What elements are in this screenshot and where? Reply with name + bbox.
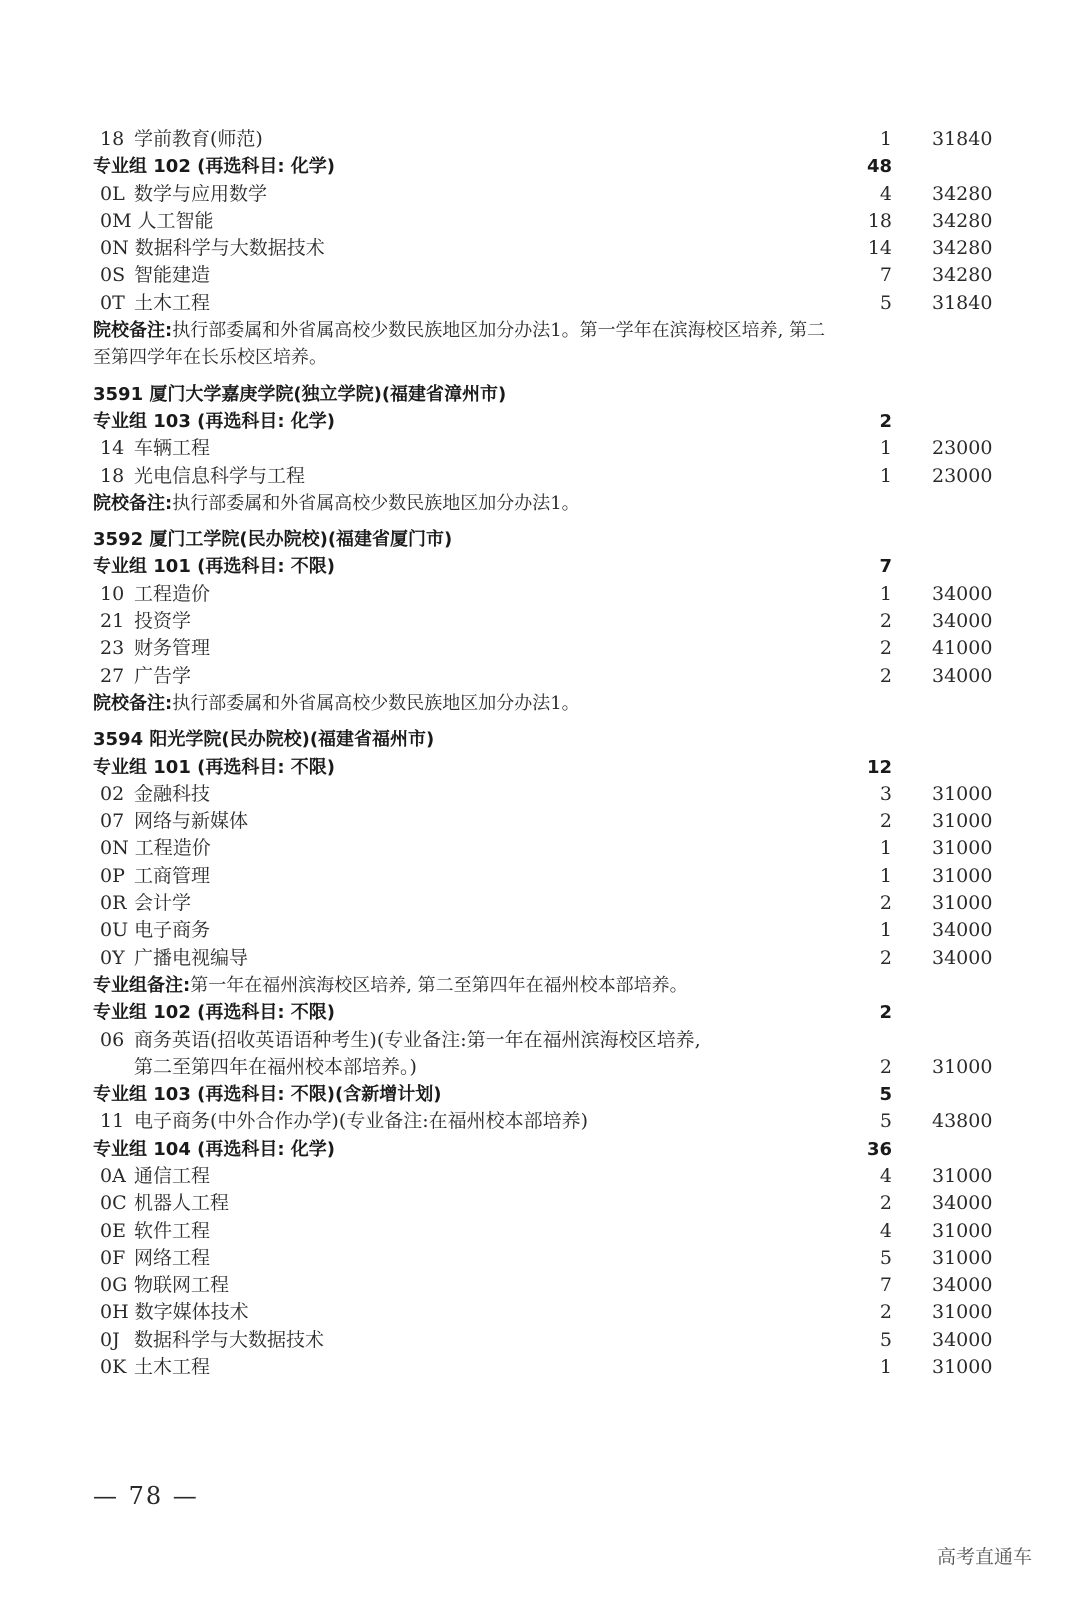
major-name: 广告学 (134, 664, 192, 687)
major-row (0, 581, 1080, 608)
major-row (0, 1354, 1080, 1381)
group-label: 专业组 102 (再选科目: 不限) (93, 1002, 336, 1024)
tuition-fee: 31000 (932, 892, 993, 915)
plan-count: 2 (879, 1055, 892, 1078)
major-row (0, 781, 1080, 808)
major-label (100, 1299, 249, 1326)
major-group-header (0, 754, 1080, 781)
major-label (100, 126, 263, 153)
major-name: 数据科学与大数据技术 (134, 237, 325, 260)
major-row (0, 863, 1080, 890)
major-code: 06 (100, 1028, 125, 1051)
major-code: 0M (100, 209, 132, 232)
plan-count: 7 (879, 1274, 892, 1297)
page-number: — 78 — (93, 1482, 199, 1510)
tuition-fee: 31000 (932, 1055, 993, 1078)
major-row (0, 890, 1080, 917)
major-row (0, 608, 1080, 635)
major-row (0, 435, 1080, 462)
major-label (100, 635, 210, 662)
major-name: 网络与新媒体 (134, 810, 249, 833)
major-row (0, 1299, 1080, 1326)
major-code: 0K (100, 1356, 127, 1379)
major-name: 通信工程 (134, 1164, 211, 1187)
remark-row (0, 690, 1080, 717)
major-name: 土木工程 (134, 1356, 211, 1379)
major-code: 0A (100, 1164, 126, 1187)
school-label: 3592 厦门工学院(民办院校)(福建省厦门市) (93, 529, 453, 551)
major-group-header (0, 553, 1080, 580)
remark (93, 490, 580, 517)
tuition-fee: 31000 (932, 1246, 993, 1269)
major-code: 0H (100, 1301, 129, 1324)
major-row (0, 1027, 1080, 1054)
major-label (100, 581, 210, 608)
major-row (0, 1054, 1080, 1081)
major-name: 广播电视编导 (134, 946, 249, 969)
major-row (0, 262, 1080, 289)
remark-text: 执行部委属和外省属高校少数民族地区加分办法1。 (172, 692, 580, 714)
major-row (0, 917, 1080, 944)
plan-count: 4 (879, 1164, 892, 1187)
major-label (100, 290, 210, 317)
major-name: 工程造价 (134, 837, 211, 860)
major-name: 智能建造 (134, 264, 211, 287)
major-group-header (0, 1136, 1080, 1163)
remark-row (0, 490, 1080, 517)
tuition-fee: 34000 (932, 664, 993, 687)
plan-count: 18 (867, 209, 892, 232)
major-label (100, 663, 191, 690)
tuition-fee: 34000 (932, 1192, 993, 1215)
group-total-count: 36 (866, 1138, 892, 1160)
major-row (0, 126, 1080, 153)
major-label (100, 181, 267, 208)
major-label (100, 917, 210, 944)
plan-count: 1 (879, 464, 892, 487)
major-label (100, 835, 211, 862)
section-gap (0, 372, 1080, 381)
major-label (100, 262, 210, 289)
plan-count: 1 (879, 582, 892, 605)
major-row (0, 235, 1080, 262)
major-code: 0R (100, 892, 127, 915)
major-name: 财务管理 (134, 637, 211, 660)
tuition-fee: 31000 (932, 837, 993, 860)
tuition-fee: 34280 (932, 264, 993, 287)
major-code: 0E (100, 1219, 126, 1242)
major-group-header (0, 999, 1080, 1026)
plan-count: 5 (879, 1246, 892, 1269)
major-name: 车辆工程 (134, 437, 211, 460)
major-label (134, 1054, 417, 1081)
remark-label: 院校备注: (93, 320, 173, 342)
remark (93, 972, 688, 999)
tuition-fee: 31840 (932, 291, 993, 314)
document-page (0, 126, 1080, 1381)
major-name: 光电信息科学与工程 (134, 464, 306, 487)
plan-count: 5 (879, 291, 892, 314)
plan-count: 2 (879, 610, 892, 633)
major-code: 14 (100, 437, 125, 460)
group-label: 专业组 104 (再选科目: 化学) (93, 1138, 336, 1160)
tuition-fee: 34000 (932, 946, 993, 969)
group-label: 专业组 103 (再选科目: 不限)(含新增计划) (93, 1084, 442, 1106)
school-header (0, 526, 1080, 553)
plan-count: 2 (879, 1301, 892, 1324)
remark-label: 专业组备注: (93, 974, 191, 996)
major-label (100, 781, 210, 808)
major-name: 工程造价 (134, 582, 211, 605)
plan-count: 2 (879, 664, 892, 687)
major-row (0, 1245, 1080, 1272)
major-label (100, 1245, 210, 1272)
major-name: 工商管理 (134, 864, 211, 887)
major-label (100, 608, 191, 635)
tuition-fee: 41000 (932, 637, 993, 660)
major-label (100, 235, 325, 262)
major-label (100, 463, 305, 490)
remark-text: 第一年在福州滨海校区培养, 第二至第四年在福州校本部培养。 (190, 974, 688, 996)
school-header (0, 726, 1080, 753)
tuition-fee: 31000 (932, 864, 993, 887)
major-name: 机器人工程 (134, 1192, 230, 1215)
major-label (100, 1327, 324, 1354)
major-label (100, 1218, 210, 1245)
group-label: 专业组 101 (再选科目: 不限) (93, 756, 336, 778)
tuition-fee: 34000 (932, 919, 993, 942)
plan-count: 1 (879, 437, 892, 460)
group-label: 专业组 101 (再选科目: 不限) (93, 556, 336, 578)
major-name: 电子商务 (134, 919, 211, 942)
remark-label: 院校备注: (93, 492, 173, 514)
major-code: 23 (100, 637, 125, 660)
tuition-fee: 43800 (932, 1110, 993, 1133)
plan-count: 5 (879, 1110, 892, 1133)
major-group-header (0, 153, 1080, 180)
major-code: 0L (100, 182, 125, 205)
major-code: 0U (100, 919, 129, 942)
tuition-fee: 34000 (932, 582, 993, 605)
major-row (0, 463, 1080, 490)
tuition-fee: 31000 (932, 1301, 993, 1324)
major-row (0, 1327, 1080, 1354)
plan-count: 2 (879, 892, 892, 915)
major-name: 软件工程 (134, 1219, 211, 1242)
major-group-header (0, 408, 1080, 435)
major-row (0, 808, 1080, 835)
remark (93, 690, 580, 717)
school-label: 3594 阳光学院(民办院校)(福建省福州市) (93, 729, 435, 751)
major-label (100, 863, 210, 890)
group-total-count: 5 (879, 1084, 892, 1106)
plan-count: 1 (879, 128, 892, 150)
plan-count: 1 (879, 864, 892, 887)
major-label (100, 945, 248, 972)
major-name: 数字媒体技术 (134, 1301, 249, 1324)
major-code: 11 (100, 1110, 125, 1133)
tuition-fee: 34000 (932, 1274, 993, 1297)
school-label: 3591 厦门大学嘉庚学院(独立学院)(福建省漳州市) (93, 383, 507, 405)
major-code: 18 (100, 128, 125, 150)
plan-count: 2 (879, 1192, 892, 1215)
tuition-fee: 31840 (932, 128, 993, 150)
major-row (0, 1190, 1080, 1217)
major-code: 0N (100, 837, 129, 860)
school-header (0, 381, 1080, 408)
major-code: 0C (100, 1192, 127, 1215)
tuition-fee: 23000 (932, 464, 993, 487)
major-label (100, 808, 248, 835)
group-label: 专业组 102 (再选科目: 化学) (93, 156, 336, 178)
major-label (100, 890, 191, 917)
group-total-count: 2 (879, 410, 892, 432)
tuition-fee: 31000 (932, 810, 993, 833)
remark-label: 院校备注: (93, 692, 173, 714)
major-code: 0N (100, 237, 129, 260)
remark-row (0, 972, 1080, 999)
major-name: 土木工程 (134, 291, 211, 314)
major-code: 0J (100, 1328, 120, 1351)
major-label (100, 1190, 229, 1217)
major-name: 第二至第四年在福州校本部培养。) (134, 1055, 417, 1078)
major-label (100, 1027, 701, 1054)
major-row (0, 1218, 1080, 1245)
group-total-count: 7 (879, 556, 892, 578)
major-row (0, 635, 1080, 662)
major-code: 27 (100, 664, 125, 687)
major-code: 18 (100, 464, 125, 487)
major-label (100, 1272, 229, 1299)
remark-text: 至第四学年在长乐校区培养。 (93, 347, 327, 369)
major-code: 0T (100, 291, 125, 314)
plan-count: 2 (879, 810, 892, 833)
major-row (0, 1163, 1080, 1190)
remark-text: 执行部委属和外省属高校少数民族地区加分办法1。第一学年在滨海校区培养, 第二 (172, 320, 826, 342)
major-row (0, 835, 1080, 862)
remark-continuation (0, 344, 1080, 371)
remark (93, 317, 825, 344)
plan-count: 4 (879, 182, 892, 205)
major-code: 21 (100, 610, 125, 633)
major-label (100, 1354, 210, 1381)
tuition-fee: 34000 (932, 1328, 993, 1351)
major-code: 0F (100, 1246, 126, 1269)
major-name: 电子商务(中外合作办学)(专业备注:在福州校本部培养) (134, 1110, 589, 1133)
watermark: 高考直通车 (936, 1546, 1032, 1568)
major-code: 07 (100, 810, 125, 833)
major-name: 人工智能 (137, 209, 214, 232)
plan-count: 2 (879, 946, 892, 969)
major-label (100, 1163, 210, 1190)
tuition-fee: 34280 (932, 209, 993, 232)
major-row (0, 208, 1080, 235)
major-label (100, 208, 214, 235)
tuition-fee: 31000 (932, 1356, 993, 1379)
major-name: 网络工程 (134, 1246, 211, 1269)
tuition-fee: 31000 (932, 1164, 993, 1187)
plan-count: 3 (879, 782, 892, 805)
tuition-fee: 31000 (932, 782, 993, 805)
group-total-count: 12 (866, 756, 892, 778)
major-group-header (0, 1081, 1080, 1108)
major-name: 会计学 (134, 892, 192, 915)
plan-count: 2 (879, 637, 892, 660)
major-label (100, 435, 210, 462)
major-code: 0P (100, 864, 125, 887)
major-row (0, 181, 1080, 208)
major-name: 物联网工程 (134, 1274, 230, 1297)
remark-row (0, 317, 1080, 344)
plan-count: 14 (867, 237, 892, 260)
plan-count: 7 (879, 264, 892, 287)
major-row (0, 1272, 1080, 1299)
major-name: 学前教育(师范) (134, 128, 263, 150)
major-code: 0S (100, 264, 126, 287)
major-row (0, 1108, 1080, 1135)
plan-count: 4 (879, 1219, 892, 1242)
major-name: 数据科学与大数据技术 (134, 1328, 325, 1351)
remark-text: 执行部委属和外省属高校少数民族地区加分办法1。 (172, 492, 580, 514)
section-gap (0, 517, 1080, 526)
group-label: 专业组 103 (再选科目: 化学) (93, 410, 336, 432)
major-code: 10 (100, 582, 125, 605)
group-total-count: 48 (866, 156, 892, 178)
tuition-fee: 34280 (932, 182, 993, 205)
major-code: 0G (100, 1274, 128, 1297)
major-code: 0Y (100, 946, 125, 969)
tuition-fee: 23000 (932, 437, 993, 460)
tuition-fee: 34280 (932, 237, 993, 260)
group-total-count: 2 (879, 1002, 892, 1024)
major-row (0, 290, 1080, 317)
major-row (0, 945, 1080, 972)
tuition-fee: 31000 (932, 1219, 993, 1242)
plan-count: 1 (879, 1356, 892, 1379)
major-code: 02 (100, 782, 125, 805)
tuition-fee: 34000 (932, 610, 993, 633)
major-name: 数学与应用数学 (134, 182, 268, 205)
major-name: 金融科技 (134, 782, 211, 805)
major-row (0, 663, 1080, 690)
major-name: 商务英语(招收英语语种考生)(专业备注:第一年在福州滨海校区培养, (134, 1028, 701, 1051)
plan-count: 1 (879, 919, 892, 942)
section-gap (0, 717, 1080, 726)
major-name: 投资学 (134, 610, 192, 633)
major-label (100, 1108, 588, 1135)
plan-count: 1 (879, 837, 892, 860)
plan-count: 5 (879, 1328, 892, 1351)
